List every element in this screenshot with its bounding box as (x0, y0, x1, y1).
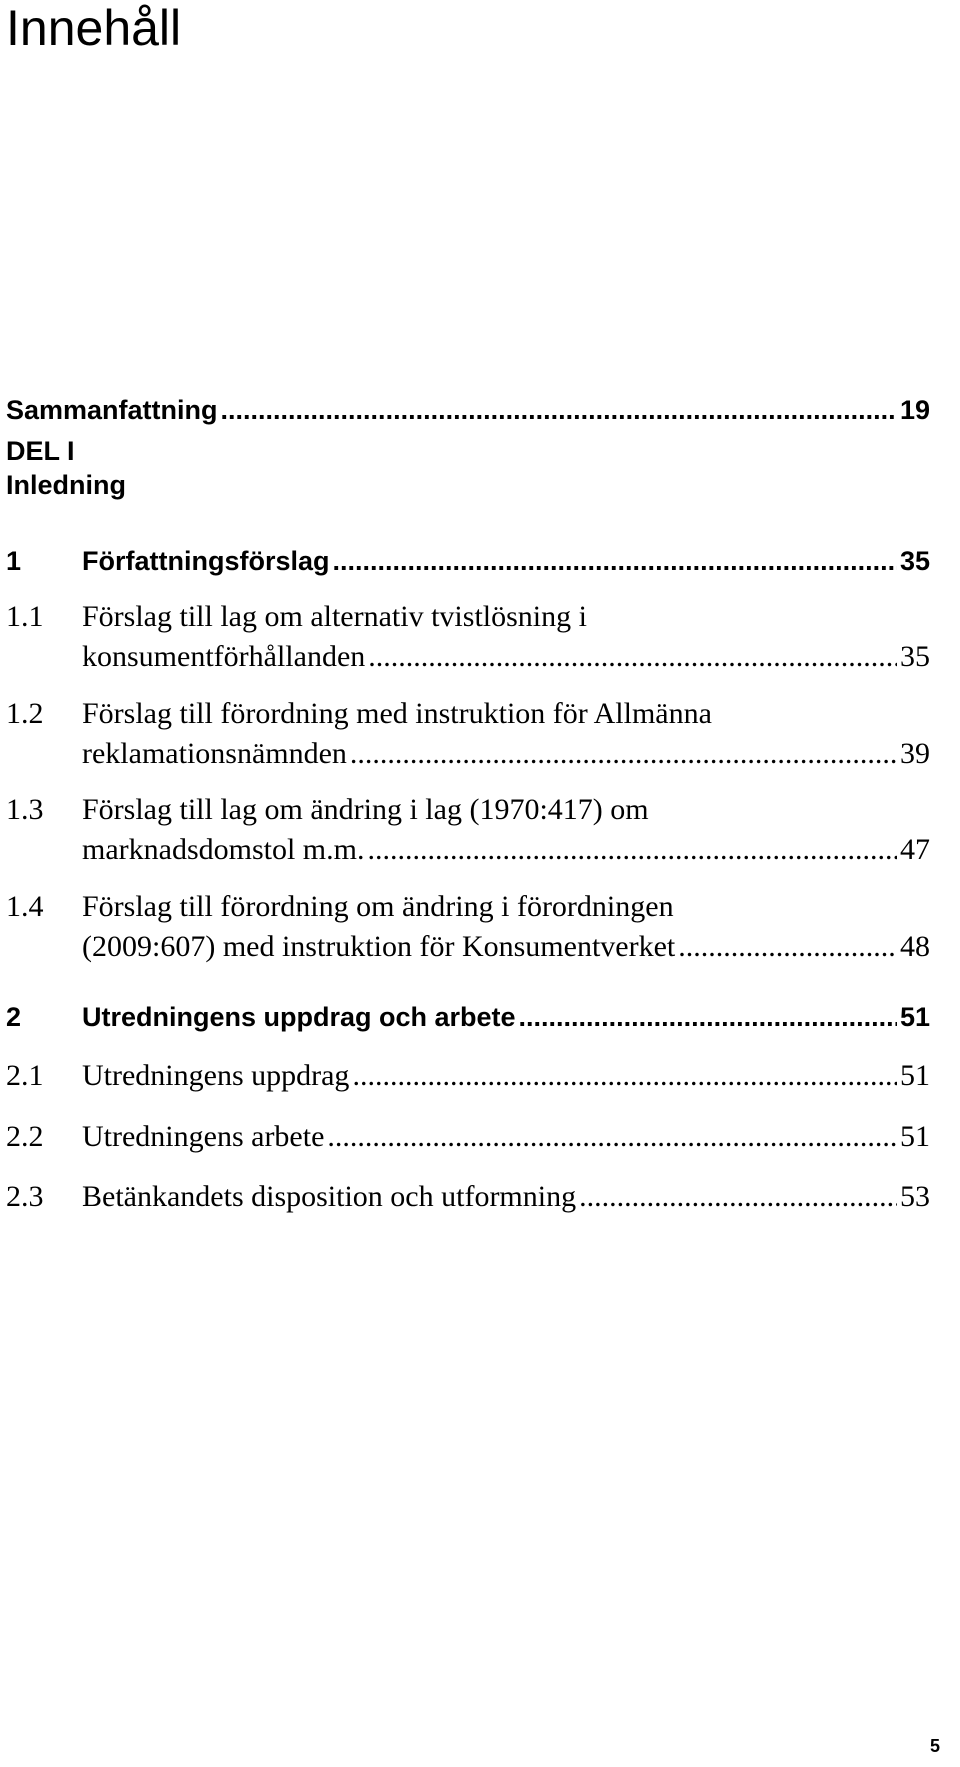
toc-leader-dots (221, 395, 897, 426)
toc-chapter-number: 2 (6, 1002, 22, 1032)
toc-leader-dots (327, 1120, 897, 1154)
toc-entry-1-1-line2[interactable] (6, 640, 930, 680)
toc-section-number: 2.3 (6, 1180, 44, 1213)
toc-entry-1-1-line1[interactable] (6, 600, 587, 634)
toc-leader-dots (367, 833, 897, 867)
toc-page-number: 51 (900, 1120, 930, 1153)
toc-page-number: 53 (900, 1180, 930, 1213)
toc-entry-title: Förslag till lag om ändring i lag (1970:417) om (82, 793, 649, 826)
toc-leader-dots (352, 1059, 897, 1093)
toc-entry-title: Utredningens uppdrag (82, 1059, 350, 1092)
toc-entry-1-3-line1[interactable] (6, 793, 649, 827)
toc-section-number: 1.4 (6, 890, 44, 923)
toc-leader-dots (519, 1002, 897, 1033)
toc-entry-title: Förslag till förordning med instruktion för Allmänna (82, 697, 712, 730)
toc-chapter-number: 1 (6, 546, 22, 576)
toc-entry-title: Förslag till lag om alternativ tvistlösning i (82, 600, 587, 633)
toc-leader-dots (368, 640, 897, 674)
toc-page-number: 51 (900, 1059, 930, 1092)
toc-entry-title-cont: reklamationsnämnden (82, 737, 347, 770)
toc-entry-title: Utredningens arbete (82, 1120, 325, 1153)
toc-entry-1-4-line1[interactable] (6, 890, 674, 924)
toc-entry-2-3[interactable] (6, 1180, 930, 1220)
toc-page-number: 51 (899, 1002, 930, 1032)
toc-section-number: 1.3 (6, 793, 44, 826)
toc-entry-title: Betänkandets disposition och utformning (82, 1180, 577, 1213)
toc-entry-1-2-line2[interactable] (6, 737, 930, 777)
toc-section-number: 1.2 (6, 697, 44, 730)
toc-entry-title-cont: konsumentförhållanden (82, 640, 366, 673)
toc-section-number: 2.1 (6, 1059, 44, 1092)
toc-page-number: 48 (900, 930, 930, 963)
toc-leader-dots (579, 1180, 897, 1214)
toc-entry-title-cont: (2009:607) med instruktion för Konsumentverket (82, 930, 676, 963)
toc-page-number: 19 (899, 395, 930, 425)
toc-entry-title: Förslag till förordning om ändring i förordningen (82, 890, 674, 923)
toc-entry-chapter-1[interactable] (6, 546, 930, 586)
part-title: Inledning (6, 470, 126, 500)
toc-entry-title: Sammanfattning (6, 395, 218, 425)
toc-entry-1-4-line2[interactable] (6, 930, 930, 970)
part-label: DEL I (6, 436, 75, 466)
toc-entry-chapter-2[interactable] (6, 1002, 930, 1042)
toc-entry-title: Författningsförslag (82, 546, 330, 576)
page-number: 5 (929, 1736, 940, 1756)
toc-entry-1-3-line2[interactable] (6, 833, 930, 873)
page-title: Innehåll (6, 0, 182, 56)
toc-page-number: 35 (900, 640, 930, 673)
toc-entry-2-1[interactable] (6, 1059, 930, 1099)
toc-page-number: 47 (900, 833, 930, 866)
toc-page-number: 35 (899, 546, 930, 576)
toc-entry-1-2-line1[interactable] (6, 697, 712, 731)
toc-leader-dots (333, 546, 897, 577)
toc-leader-dots (678, 930, 897, 964)
toc-entry-summary[interactable] (6, 395, 930, 435)
toc-page-number: 39 (900, 737, 930, 770)
toc-section-number: 1.1 (6, 600, 44, 633)
toc-entry-2-2[interactable] (6, 1120, 930, 1160)
toc-entry-title: Utredningens uppdrag och arbete (82, 1002, 516, 1032)
toc-section-number: 2.2 (6, 1120, 44, 1153)
toc-entry-title-cont: marknadsdomstol m.m. (82, 833, 365, 866)
toc-leader-dots (350, 737, 897, 771)
